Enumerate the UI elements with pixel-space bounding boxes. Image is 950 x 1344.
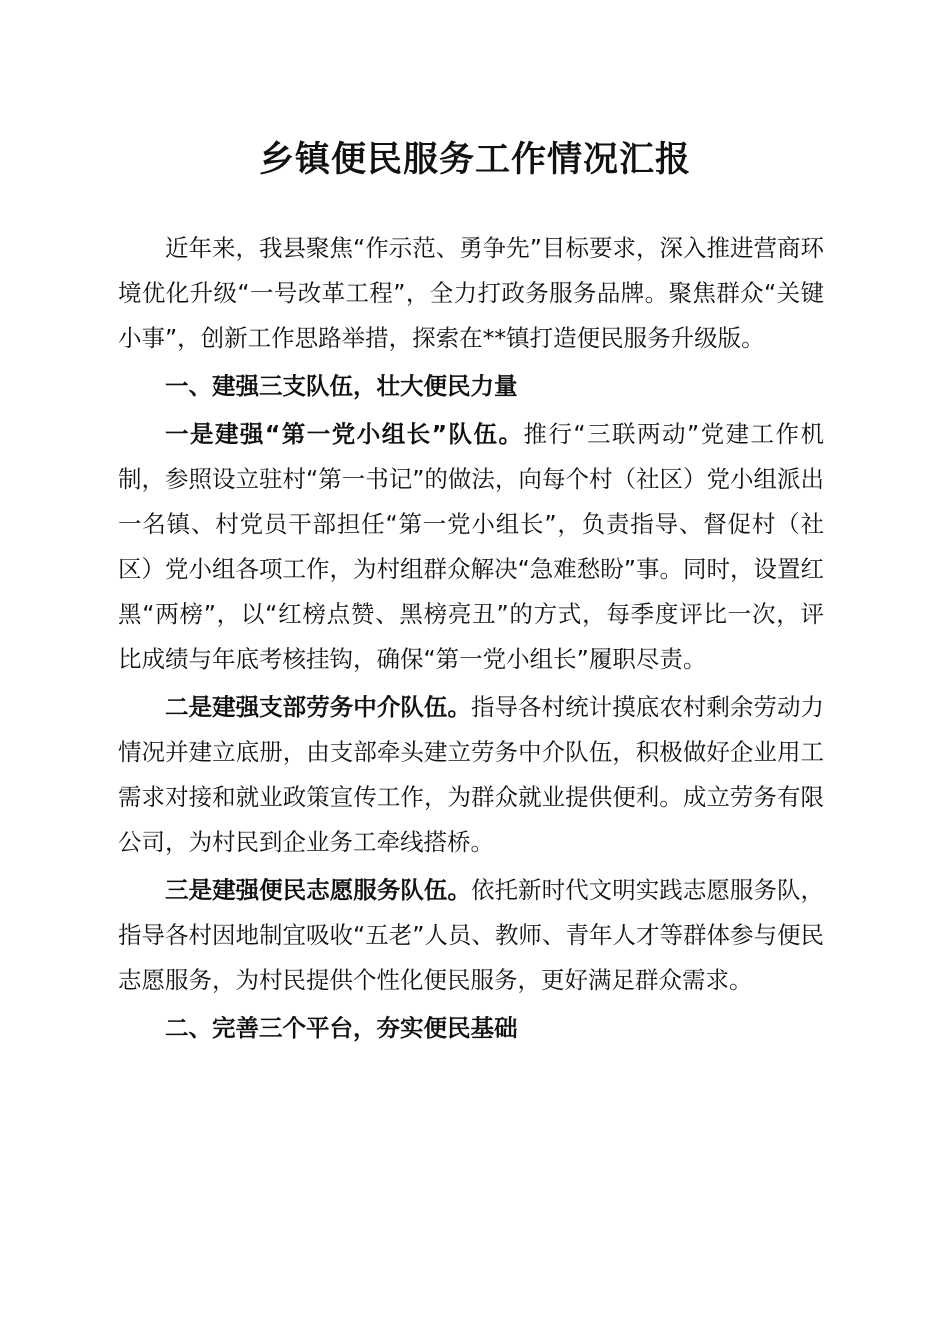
document-title: 乡镇便民服务工作情况汇报 <box>258 139 691 180</box>
paragraph-text: 指导各村统计摸底农村剩余劳动力情况并建立底册，由支部牵头建立劳务中介队伍，积极做好企业用工需求对接和就业政策宣传工作，为群众就业提供便利。成立劳务有限公司，为村民到企业务工牵线搭桥。 <box>118 693 825 856</box>
paragraph-text: 依托新时代文明实践志愿服务队，指导各村因地制宜吸收“五老”人员、教师、青年人才等群体参与便民志愿服务，为村民提供个性化便民服务，更好满足群众需求。 <box>118 876 825 994</box>
section-heading: 二、完善三个平台，夯实便民基础 <box>165 1014 518 1042</box>
paragraph-text: 推行“三联两动”党建工作机制，参照设立驻村“第一书记”的做法，向每个村（社区）党小组派出一名镇、村党员干部担任“第一党小组长”，负责指导、督促村（社区）党小组各项工作，为村组群众解决“急难愁盼”事。同时，设置红黑“两榜”，以“红榜点赞、黑榜亮丑”的方式，每季度评比一次，评比成绩与年底考核挂钩，确保“第一党小组长”履职尽责。 <box>118 420 824 673</box>
body-paragraph <box>118 412 824 682</box>
intro-paragraph: 近年来，我县聚焦“作示范、勇争先”目标要求，深入推进营商环境优化升级“一号改革工程”，全力打政务服务品牌。聚焦群众“关键小事”，创新工作思路举措，探索在**镇打造便民服务升级版。 <box>118 234 824 352</box>
paragraph-lead: 一是建强“第一党小组长”队伍。 <box>165 420 524 448</box>
paragraph-lead: 三是建强便民志愿服务队伍。 <box>165 876 471 904</box>
paragraph-lead: 二是建强支部劳务中介队伍。 <box>165 693 471 721</box>
document-body <box>118 226 824 1051</box>
body-paragraph <box>118 685 824 865</box>
section-heading: 一、建强三支队伍，壮大便民力量 <box>165 372 518 400</box>
body-paragraph <box>118 868 824 1003</box>
